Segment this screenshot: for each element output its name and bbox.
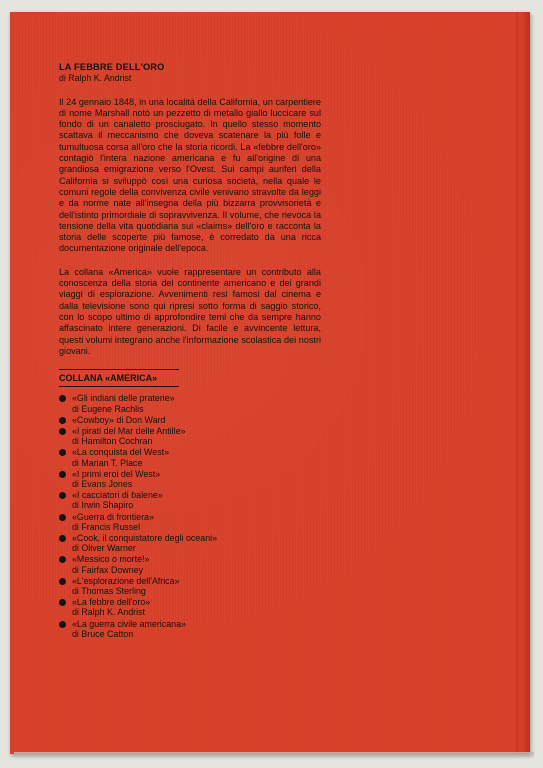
series-item [59,447,321,467]
bullet-icon [59,417,66,424]
series-item [59,619,321,639]
book-spine-edge [516,12,530,754]
series-item-title: «Messico o morte!» [72,554,150,565]
series-item [59,490,321,510]
series-item-title: «I pirati del Mar delle Antille» [72,426,186,437]
series-item-author: di Francis Russel [72,521,141,532]
bullet-icon [59,514,66,521]
series-item [59,597,321,617]
series-item [59,533,321,553]
book-author: di Ralph K. Andrist [59,73,132,84]
series-item-title: «Guerra di frontiera» [72,511,154,522]
bullet-icon [59,621,66,628]
series-item [59,576,321,596]
series-item-title: «La conquista del West» [72,447,170,458]
book-back-cover [10,12,530,754]
series-item-author: di Ralph K. Andrist [72,607,146,618]
series-item [59,426,321,446]
book-title: LA FEBBRE DELL'ORO [59,62,165,72]
series-item-author: di Bruce Catton [72,628,134,639]
series-description-paragraph: La collana «America» vuole rappresentare un contributo alla conoscenza della storia del continente americano e dei grandi viaggi di esplorazione. Avvenimenti resi famosi dal cinema e dalla televisione sono qui ripresi sotto forma di saggio storico, con lo scopo ultimo di approfondire temi che da sempre hanno affascinato intere generazioni. Di facile e avvincente lettura, questi volumi integrano anche l'informazione scolastica dei nostri giovani. [59,266,321,356]
series-item [59,554,321,574]
bullet-icon [59,492,66,499]
bullet-icon [59,395,66,402]
bullet-icon [59,535,66,542]
series-item-title: «Cowboy» di Don Ward [72,414,166,425]
series-item-author: di Irwin Shapiro [72,500,134,511]
book-shadow [14,752,534,758]
cover-text-block [59,62,321,640]
series-item-title: «Cook, il conquistatore degli oceani» di Oliver Warner [72,533,218,554]
synopsis-paragraph: Il 24 gennaio 1848, in una località della California, un carpentiere di nome Marshall notò un pezzetto di metallo giallo luccicare sul fondo di un canaletto prosciugato. In quello stesso momento scattava il meccanismo che doveva scatenare la più folle e tumultuosa corsa all'oro che la storia ricordi. La «febbre dell'oro» contagiò l'intera nazione americana e fu all'origine di una grandiosa emigrazione verso l'Ovest. Sui campi auriferi della California si sviluppò così una curiosa società, nella quale le comuni regole della convivenza civile venivano stravolte da leggi e da norme nate all'insegna della più bizzarra provvisorietà e dell'istinto primordiale di sopravvivenza. Il volume, che rievoca la tensione della vita quotidiana sui «claims» dell'oro e racconta la storia delle scoperte più famose, è corredato da una ricca documentazione originale dell'epoca. [59,96,321,254]
bullet-icon [59,428,66,435]
series-item-author: di Thomas Sterling [72,586,146,597]
series-item-title: «L'esplorazione dell'Africa» [72,575,180,586]
bullet-icon [59,449,66,456]
series-item [59,415,321,425]
series-item-title: «I cacciatori di balene» [72,490,163,501]
series-item-title: «La guerra civile americana» [72,618,186,629]
bullet-icon [59,578,66,585]
series-item-author: di Marian T. Place [72,457,143,468]
series-item-title: «Gli indiani delle praterie» [72,393,175,404]
series-item [59,393,321,413]
bullet-icon [59,471,66,478]
series-item-author: di Evans Jones [72,479,133,490]
series-item-title: «La febbre dell'oro» [72,597,151,608]
series-item [59,469,321,489]
bullet-icon [59,556,66,563]
bullet-icon [59,599,66,606]
series-item-title: «I primi eroi del West» [72,468,161,479]
series-item-author: di Eugene Rachlis [72,403,144,414]
series-list [59,393,321,639]
series-item-author: di Fairfax Downey [72,564,144,575]
series-item-author: di Hamilton Cochran [72,436,153,447]
series-heading: COLLANA «AMERICA» [59,369,179,387]
series-item [59,512,321,532]
